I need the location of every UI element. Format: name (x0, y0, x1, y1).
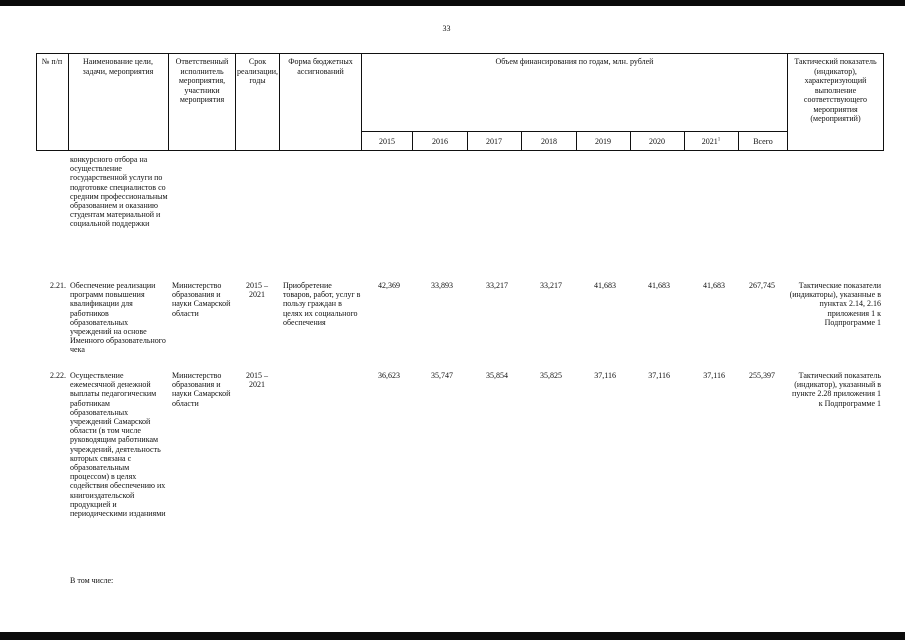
row-value-2018: 35,825 (540, 371, 562, 380)
row-value-2019: 41,683 (594, 281, 616, 290)
row-value-2018: 33,217 (540, 281, 562, 290)
year-2015: 2015 (379, 137, 395, 146)
row-value-2020: 37,116 (648, 371, 670, 380)
year-2017: 2017 (486, 137, 502, 146)
footnote-mark: 1 (717, 137, 721, 143)
page-number: 33 (442, 24, 451, 33)
row-term: 2015 – 2021 (246, 281, 268, 300)
row-value-2016: 35,747 (431, 371, 453, 380)
continued-text: конкурсного отбора на осуществление государственной услуги по подготовке специалистов со средним профессиональным образованием и оказанию студентам материальной и социальной поддержки (70, 155, 168, 229)
row-value-2021: 41,683 (703, 281, 725, 290)
year-2020: 2020 (649, 137, 665, 146)
header-name: Наименование цели, задачи, мероприятия (82, 57, 154, 76)
year-2018: 2018 (541, 137, 557, 146)
year-2019: 2019 (595, 137, 611, 146)
including-label: В том числе: (70, 576, 114, 585)
row-responsible: Министерство образования и науки Самарской области (172, 371, 231, 408)
header-financing: Объем финансирования по годам, млн. рублей (495, 57, 654, 66)
header-term: Срок реализации, годы (236, 57, 279, 85)
year-2016: 2016 (432, 137, 448, 146)
year-total: Всего (753, 137, 773, 146)
bottom-border (0, 632, 905, 640)
row-budget-form: Приобретение товаров, работ, услуг в пользу граждан в целях их социального обеспечения (283, 281, 361, 327)
row-value-2015: 36,623 (378, 371, 400, 380)
row-responsible: Министерство образования и науки Самарской области (172, 281, 231, 318)
row-value-2020: 41,683 (648, 281, 670, 290)
row-term: 2015 – 2021 (246, 371, 268, 390)
row-value-2017: 33,217 (486, 281, 508, 290)
row-number: 2.21. (50, 281, 66, 290)
row-value-2015: 42,369 (378, 281, 400, 290)
row-indicator: Тактические показатели (индикаторы), указанные в пунктах 2.14, 2.16 приложения 1 к Подпрограмме 1 (789, 281, 881, 327)
row-value-2017: 35,854 (486, 371, 508, 380)
year-2021: 2021$^1$ (701, 137, 721, 146)
row-name: Обеспечение реализации программ повышения квалификации для работников образовательных учреждений на основе Именного образовательного чека (70, 281, 166, 355)
row-number: 2.22. (50, 371, 66, 380)
header-responsible: Ответственный исполнитель мероприятия, участники мероприятия (175, 57, 229, 104)
header-indicator: Тактический показатель (индикатор), характеризующий выполнение соответствующего мероприятия (мероприятий) (794, 57, 877, 123)
header-num: № п/п (41, 57, 63, 66)
row-value-2019: 37,116 (594, 371, 616, 380)
row-value-2021: 37,116 (703, 371, 725, 380)
row-value-2016: 33,893 (431, 281, 453, 290)
row-value-total: 255,397 (749, 371, 775, 380)
row-name: Осуществление ежемесячной денежной выплаты педагогическим работникам образовательных учреждений Самарской области (в том числе руководящим работникам учреждений, деятельность которых связана с образовательным процессом) в целях содействия обеспечению их книгоиздательской продукцией и периодическими изданиями (70, 371, 166, 519)
row-value-total: 267,745 (749, 281, 775, 290)
row-indicator: Тактический показатель (индикатор), указанный в пункте 2.28 приложения 1 к Подпрограмме 1 (792, 371, 881, 408)
header-budget-form: Форма бюджетных ассигнований (288, 57, 353, 76)
top-border (0, 0, 905, 6)
